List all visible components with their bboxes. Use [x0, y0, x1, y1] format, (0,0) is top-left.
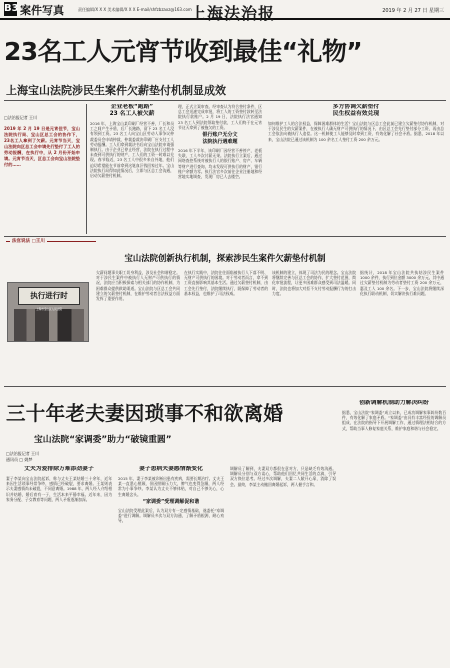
column-title: 创新调解机制助力解决纠纷: [359, 400, 429, 406]
story3-column-1: [6, 466, 112, 664]
story1-column-4: [268, 104, 444, 232]
story1-column-3: [178, 104, 262, 232]
story3-headline: 三十年老夫妻因琐事不和欲离婚: [6, 402, 284, 425]
story2-column-1: [96, 270, 180, 380]
story2-column-2: [184, 270, 268, 380]
column-text: 据悉，宝山法院“家调委”成立以来，已成功调解家事纠纷数百件，有效化解了家庭矛盾。“家调委”由具有丰富经验的调解员组成，在法院的指导下开展调解工作，通过情理法相结合的方式，帮助当事人修复家庭关系，维护家庭和谐与社会稳定。: [342, 410, 446, 431]
divider: [4, 236, 446, 237]
column-title: 企业老板“跑路” 23 名工人被欠薪: [109, 104, 155, 117]
column-text: 如何维护工人的合法权益，保障困难群体的生活？宝山法院与区总工会此前已建立欠薪垫付协作机制，对于涉及民生的欠薪案件，在被执行人确无财产可供执行的情况下，由区总工会先行垫付部分工资，再由总工会依法向被执行人追偿。这一机制使工人能够及时拿到工资，有效化解了社会矛盾。据悉，2018 年以来，宝山法院已通过该机制为 100 余名工人垫付工资 200 余万元。: [268, 121, 444, 142]
story2-headline: 宝山法院创新执行机制，探索涉民生案件欠薪垫付机制: [124, 253, 326, 263]
column-title: 多方协调欠薪垫付 民生权益有效兑现: [332, 104, 380, 117]
story1-lead: 2019 年 2 月 19 日是元宵佳节，宝山法院执行局、宝山区总工会的协作下，23名工人拿到了欠薪。元宵节当天，宝山法院向区总工会申请先行垫付了工人的劳动报酬，在执行中，从 2 月份开始申请。元宵节当天，区总工会向宝山法院垫付的……: [4, 126, 80, 167]
column-text: 2016 年，上海宝山某印刷厂经营不善，厂长和员工之间产生矛盾，后厂长跑路，留下 23 名工人没有领到工资。23 名工人向宝山区劳动人事争议仲裁委员会申请仲裁，仲裁委裁决印刷厂应支付工人劳动报酬。工人们拿到裁决书后向宝山法院申请强制执行。由于企业已停止经营，法院在执行过程中未查到可供执行的财产，工人们的工资一时难以兑现。春节临近，23 名工人中很多来自外地，他们迫切希望能在节前拿到这笔血汗钱回家过年。宝山法院执行局得知此情况后，立即与区总工会沟通，启动欠薪垫付机制。: [90, 121, 174, 179]
column-title: 妻子患病夫妻感情渐变化: [139, 466, 203, 472]
column-text: 2016 年下半年，该印刷厂因经营不善停产，老板失联，工人多次讨薪无果。法院执行立案后，通过网络查控系统对被执行人的银行账户、房产、车辆等财产进行查询，均未发现可供执行的财产，银行账户余额为零。执行法官多次前往企业注册地和经营地实地调查，发现厂房已人去楼空。: [178, 148, 262, 180]
column-title: 丈夫为爱排除万难添劲妻子: [24, 466, 94, 472]
editor-credits: 责任编辑/X X X 美术编辑/X X X E-mail/shfzbzaxz@163.com: [78, 7, 192, 12]
story2-column-3: [272, 270, 356, 380]
newspaper-logo: 上海法治报: [190, 4, 276, 23]
column-text: 2015 年，妻子李某被诊断出患有疾病，需要长期治疗。丈夫王某一直悉心照顾，但因照顾压力大，脾气也变得急躁，两人经常为小事争吵。李某认为丈夫不够体贴，对自己不够关心，心生离婚念头。: [118, 476, 224, 497]
divider: [4, 100, 446, 101]
column-text: 妻子李某向宝山法院起诉，称与丈夫王某结婚三十余年，近年来因生活琐事经常争吵，感情已经破裂，要求离婚。王某则表示夫妻感情尚未破裂，不同意离婚。1988 年，两人经人介绍相识并结婚，婚后育有一子，生活本来平静幸福。近年来，因为家务分配、子女教育等问题，两人矛盾逐渐加深。: [6, 476, 112, 502]
section-title: 案件写真: [20, 4, 64, 17]
story3-byline: □法治报记者 王川 通讯员 □ 姚梦: [6, 451, 40, 462]
photo-sign: [18, 287, 80, 305]
story3-column-4: [342, 400, 446, 664]
story1-column-2: [90, 104, 174, 232]
column-text: 在执行实践中，法院往往面临被执行人下落不明、无财产可供执行的困境。对于劳动者而言，拿不到工资直接影响其基本生活。通过欠薪垫付机制，由工会先行垫付，法院继续执行，既保障了劳动者的基本权益，也维护了司法权威。: [184, 270, 268, 296]
story3-column-2: [118, 466, 224, 664]
story3-subhead: 宝山法院“家调委”助力“破镜重圆”: [34, 435, 172, 445]
column-text: 欠薪问题事关职工切身利益，涉及社会和谐稳定。对于涉民生案件中被执行人无财产可供执行的情况，法院应当积极探索与相关部门的协作机制，为困难群众提供救助渠道。宝山法院与区总工会共同建立的欠薪垫付机制，在维护劳动者合法权益方面发挥了重要作用。: [96, 270, 180, 302]
story2-column-4: [360, 270, 444, 380]
issue-date: 2019 年 2 月 27 日 星期三: [382, 8, 444, 14]
story3-column-3: [230, 466, 336, 664]
photo-caption: 上海市宝山区人民法院: [36, 308, 62, 311]
photo-people: [14, 309, 84, 341]
story1-byline: □法治报记者 王川: [4, 115, 38, 120]
masthead: [0, 0, 450, 23]
column-rule: [86, 104, 87, 234]
column-text: 据统计，2018 年宝山法院共执结涉民生案件 1000 余件，执行到位金额 3000 余万元。其中通过欠薪垫付机制为劳动者垫付工资 200 余万元，惠及工人 100 余名。下一步，宝山法院将继续深化执行联动机制，切实解决执行难问题。: [360, 270, 444, 296]
tag-label: 法官说法 □王川: [12, 239, 45, 244]
column-title: “家调委”受理调解促和谐: [142, 498, 200, 505]
column-text: 该机制的建立，体现了司法为民的理念。宝山法院将继续完善与区总工会的协作，扩大垫付范围，简化审批流程，让更多困难群众感受到司法温暖。同时，法院也将加大对拒不支付劳动报酬行为的打击力度。: [272, 270, 356, 296]
court-photo: [7, 282, 89, 342]
column-title: 银行账户无分文 法院执行遇难题: [202, 132, 238, 146]
story1-headline: 23名工人元宵节收到最佳“礼物”: [4, 37, 363, 66]
photo-sign-text: 执行进行时: [30, 291, 68, 300]
column-text: 调解员了解到，夫妻双方都很在意对方，只是缺乏有效沟通。调解员分别与双方谈心，帮助他们回忆共同生活的点滴，引导双方换位思考。经过多次调解，夫妻二人敞开心扉，消除了误会。最终，李某主动撤回离婚起诉，两人握手言和。: [230, 466, 336, 487]
column-text: 理，正式立案审查。经审查认为符合垫付条件，区总工会迅速完成审批，将工人的工资垫付款转至法院执行款账户。2 月 19 日，法院执行法官通知 23 名工人到法院领取垫付款，工人们终于在元宵节这天拿到了被拖欠的工资。: [178, 104, 262, 130]
page-number: B3: [4, 3, 19, 14]
column-text: 宝山法院受理此案后，认为双方有一定感情基础，遂委托“家调委”进行调解。调解员多次与双方沟通，了解矛盾根源，耐心劝导。: [118, 507, 224, 524]
divider: [4, 386, 446, 387]
story1-subhead: 上海宝山法院涉民生案件欠薪垫付机制显成效: [6, 84, 226, 97]
